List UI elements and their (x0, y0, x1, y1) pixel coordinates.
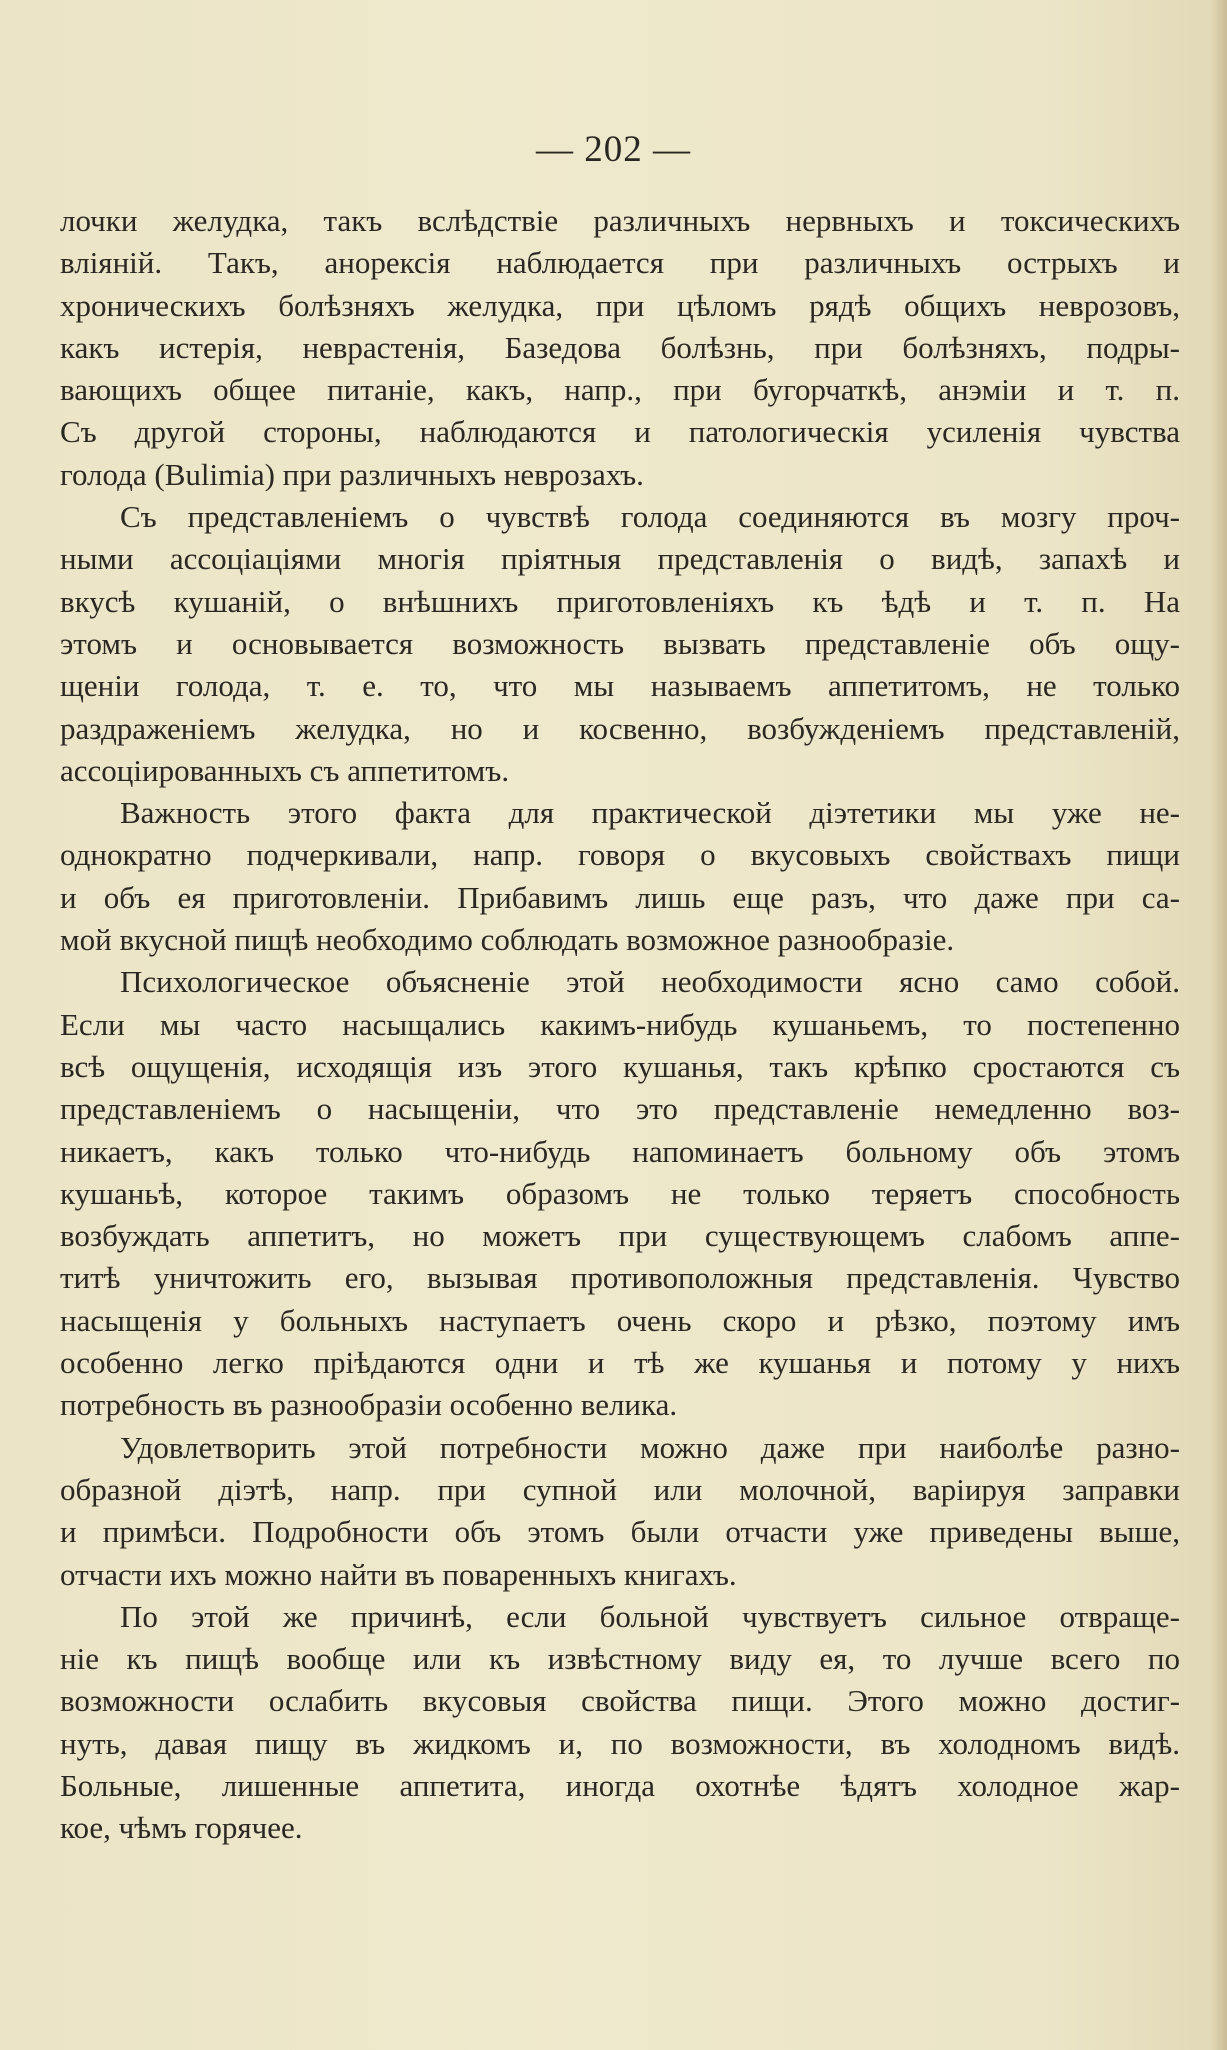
page-number: — 202 — (536, 129, 691, 170)
text-line: голода (Bulimia) при различныхъ неврозахъ. (60, 456, 644, 492)
text-line: этомъ и основывается возможность вызвать представленіе объ ощу- (60, 625, 1180, 661)
text-line: возможности ослабить вкусовыя свойства пищи. Этого можно достиг- (60, 1683, 1180, 1719)
page-body-text (60, 200, 1180, 1850)
text-line: насыщенія у больныхъ наступаетъ очень скоро и рѣзко, поэтому имъ (60, 1302, 1180, 1338)
text-line: раздраженіемъ желудка, но и косвенно, возбужденіемъ представленій, (60, 710, 1180, 746)
text-line: щеніи голода, т. е. то, что мы называемъ аппетитомъ, не только (60, 668, 1180, 704)
text-line: кое, чѣмъ горячее. (60, 1810, 303, 1846)
text-line: возбуждать аппетитъ, но можетъ при существующемъ слабомъ аппе- (60, 1218, 1180, 1254)
text-line: представленіемъ о насыщеніи, что это представленіе немедленно воз- (60, 1091, 1180, 1127)
text-line: хроническихъ болѣзняхъ желудка, при цѣломъ рядѣ общихъ неврозовъ, (60, 287, 1180, 323)
text-line: кушаньѣ, которое такимъ образомъ не только теряетъ способность (60, 1175, 1180, 1211)
text-line: нуть, давая пищу въ жидкомъ и, по возможности, въ холодномъ видѣ. (60, 1725, 1180, 1761)
text-line: По этой же причинѣ, если больной чувствуетъ сильное отвраще- (120, 1598, 1180, 1634)
text-line: и объ ея приготовленіи. Прибавимъ лишь еще разъ, что даже при са- (60, 879, 1180, 915)
paragraph (60, 200, 1180, 496)
text-line: ными ассоціаціями многія пріятныя представленія о видѣ, запахѣ и (60, 541, 1180, 577)
text-line: вающихъ общее питаніе, какъ, напр., при бугорчаткѣ, анэміи и т. п. (60, 372, 1180, 408)
text-line: ассоціированныхъ съ аппетитомъ. (60, 752, 510, 788)
text-line: вкусѣ кушаній, о внѣшнихъ приготовленіяхъ къ ѣдѣ и т. п. На (60, 583, 1180, 619)
text-line: какъ истерія, неврастенія, Базедова болѣзнь, при болѣзняхъ, подры- (60, 329, 1180, 365)
paragraph (60, 496, 1180, 792)
text-line: всѣ ощущенія, исходящія изъ этого кушанья, такъ крѣпко сростаются съ (60, 1048, 1180, 1084)
text-line: Съ другой стороны, наблюдаются и патологическія усиленія чувства (60, 414, 1180, 450)
text-line: Если мы часто насыщались какимъ-нибудь кушаньемъ, то постепенно (60, 1006, 1180, 1042)
text-line: Съ представленіемъ о чувствѣ голода соединяются въ мозгу проч- (120, 499, 1180, 535)
text-line: вліяній. Такъ, анорексія наблюдается при различныхъ острыхъ и (60, 245, 1180, 281)
text-line: Больные, лишенные аппетита, иногда охотнѣе ѣдятъ холодное жар- (60, 1767, 1180, 1803)
text-line: титѣ уничтожить его, вызывая противоположныя представленія. Чувство (60, 1260, 1180, 1296)
text-line: Удовлетворить этой потребности можно даже при наиболѣе разно- (120, 1429, 1180, 1465)
text-line: ніе къ пищѣ вообще или къ извѣстному виду ея, то лучше всего по (60, 1641, 1180, 1677)
text-line: однократно подчеркивали, напр. говоря о вкусовыхъ свойствахъ пищи (60, 837, 1180, 873)
text-line: отчасти ихъ можно найти въ поваренныхъ книгахъ. (60, 1556, 737, 1592)
text-line: потребность въ разнообразіи особенно велика. (60, 1387, 678, 1423)
paragraph (60, 961, 1180, 1426)
text-line: лочки желудка, такъ вслѣдствіе различныхъ нервныхъ и токсическихъ (60, 203, 1180, 238)
text-line: мой вкусной пищѣ необходимо соблюдать возможное разнообразіе. (60, 922, 955, 958)
text-line: никаетъ, какъ только что-нибудь напоминаетъ больному объ этомъ (60, 1133, 1180, 1169)
text-line: Психологическое объясненіе этой необходимости ясно само собой. (120, 964, 1180, 1000)
text-line: особенно легко пріѣдаются одни и тѣ же кушанья и потому у нихъ (60, 1345, 1180, 1381)
page-edge-shadow (1211, 0, 1227, 2050)
paragraph (60, 1427, 1180, 1596)
text-line: Важность этого факта для практической діэтетики мы уже не- (120, 795, 1180, 831)
text-line: и примѣси. Подробности объ этомъ были отчасти уже приведены выше, (60, 1514, 1180, 1550)
paragraph (60, 792, 1180, 961)
text-line: образной діэтѣ, напр. при супной или молочной, варіируя заправки (60, 1471, 1180, 1507)
paragraph (60, 1596, 1180, 1850)
